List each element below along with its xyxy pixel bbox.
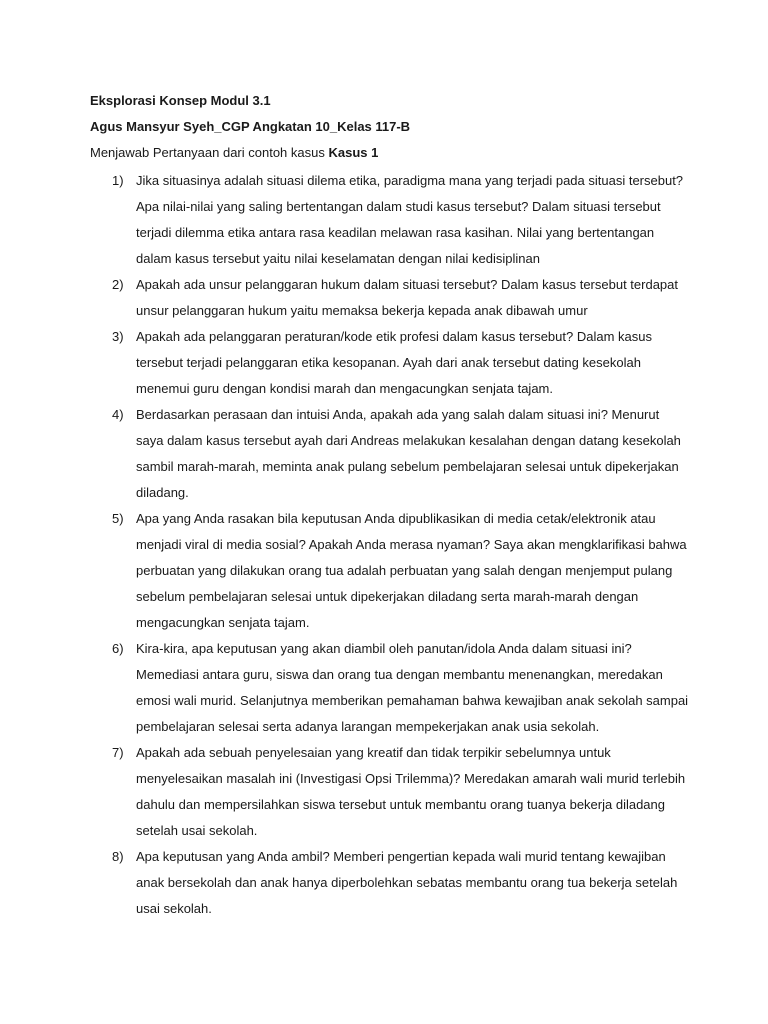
list-item xyxy=(90,272,690,324)
list-item xyxy=(90,740,690,844)
item-number: 1) xyxy=(112,173,124,188)
section-subtitle xyxy=(90,144,690,162)
item-number: 4) xyxy=(112,407,124,422)
question-list xyxy=(90,168,690,922)
author-line: Agus Mansyur Syeh_CGP Angkatan 10_Kelas 117-B xyxy=(90,119,411,134)
item-text: Apa yang Anda rasakan bila keputusan Anda dipublikasikan di media cetak/elektronik atau menjadi viral di media sosial? Apakah Anda merasa nyaman? Saya akan mengklarifikasi bahwa perbuatan yang dilakukan orang tua adalah perbuatan yang salah dengan menjemput pulang sebelum pembelajaran selesai untuk dipekerjakan diladang serta marah-marah dengan mengacungkan senjata tajam. xyxy=(136,511,687,630)
subtitle-prefix: Menjawab Pertanyaan dari contoh kasus xyxy=(90,145,329,160)
document-title: Eksplorasi Konsep Modul 3.1 xyxy=(90,93,271,108)
item-text: Apakah ada sebuah penyelesaian yang kreatif dan tidak terpikir sebelumnya untuk menyelesaikan masalah ini (Investigasi Opsi Trilemma)? Meredakan amarah wali murid terlebih dahulu dan mempersilahkan siswa tersebut untuk membantu orang tuanya bekerja diladang setelah usai sekolah. xyxy=(136,745,686,838)
list-item xyxy=(90,402,690,506)
list-item xyxy=(90,844,690,922)
item-number: 8) xyxy=(112,849,124,864)
item-text: Jika situasinya adalah situasi dilema etika, paradigma mana yang terjadi pada situasi tersebut? Apa nilai-nilai yang saling bertentangan dalam studi kasus tersebut? Dalam situasi tersebut terjadi dilemma etika antara rasa keadilan melawan rasa kasihan. Nilai yang bertentangan dalam kasus tersebut yaitu nilai keselamatan dengan nilai kedisiplinan xyxy=(136,173,684,266)
item-text: Apakah ada unsur pelanggaran hukum dalam situasi tersebut? Dalam kasus tersebut terdapat unsur pelanggaran hukum yaitu memaksa bekerja kepada anak dibawah umur xyxy=(136,277,678,318)
list-item xyxy=(90,506,690,636)
document-body xyxy=(90,92,690,922)
subtitle-case: Kasus 1 xyxy=(328,145,379,160)
list-item xyxy=(90,324,690,402)
item-text: Berdasarkan perasaan dan intuisi Anda, apakah ada yang salah dalam situasi ini? Menurut saya dalam kasus tersebut ayah dari Andreas melakukan kesalahan dengan datang kesekolah sambil marah-marah, meminta anak pulang sebelum pembelajaran selesai untuk dipekerjakan diladang. xyxy=(136,407,681,500)
item-text: Apa keputusan yang Anda ambil? Memberi pengertian kepada wali murid tentang kewajiban anak bersekolah dan anak hanya diperbolehkan sebatas membantu orang tua bekerja setelah usai sekolah. xyxy=(136,849,678,916)
item-number: 3) xyxy=(112,329,124,344)
list-item xyxy=(90,636,690,740)
item-text: Kira-kira, apa keputusan yang akan diambil oleh panutan/idola Anda dalam situasi ini? Memediasi antara guru, siswa dan orang tua dengan membantu menenangkan, meredakan emosi wali murid. Selanjutnya memberikan pemahaman bahwa kewajiban anak sekolah sampai pembelajaran selesai serta adanya larangan mempekerjakan anak usia sekolah. xyxy=(136,641,689,734)
item-text: Apakah ada pelanggaran peraturan/kode etik profesi dalam kasus tersebut? Dalam kasus tersebut terjadi pelanggaran etika kesopanan. Ayah dari anak tersebut dating kesekolah menemui guru dengan kondisi marah dan mengacungkan senjata tajam. xyxy=(136,329,652,396)
item-number: 7) xyxy=(112,745,124,760)
item-number: 5) xyxy=(112,511,124,526)
list-item xyxy=(90,168,690,272)
item-number: 2) xyxy=(112,277,124,292)
item-number: 6) xyxy=(112,641,124,656)
